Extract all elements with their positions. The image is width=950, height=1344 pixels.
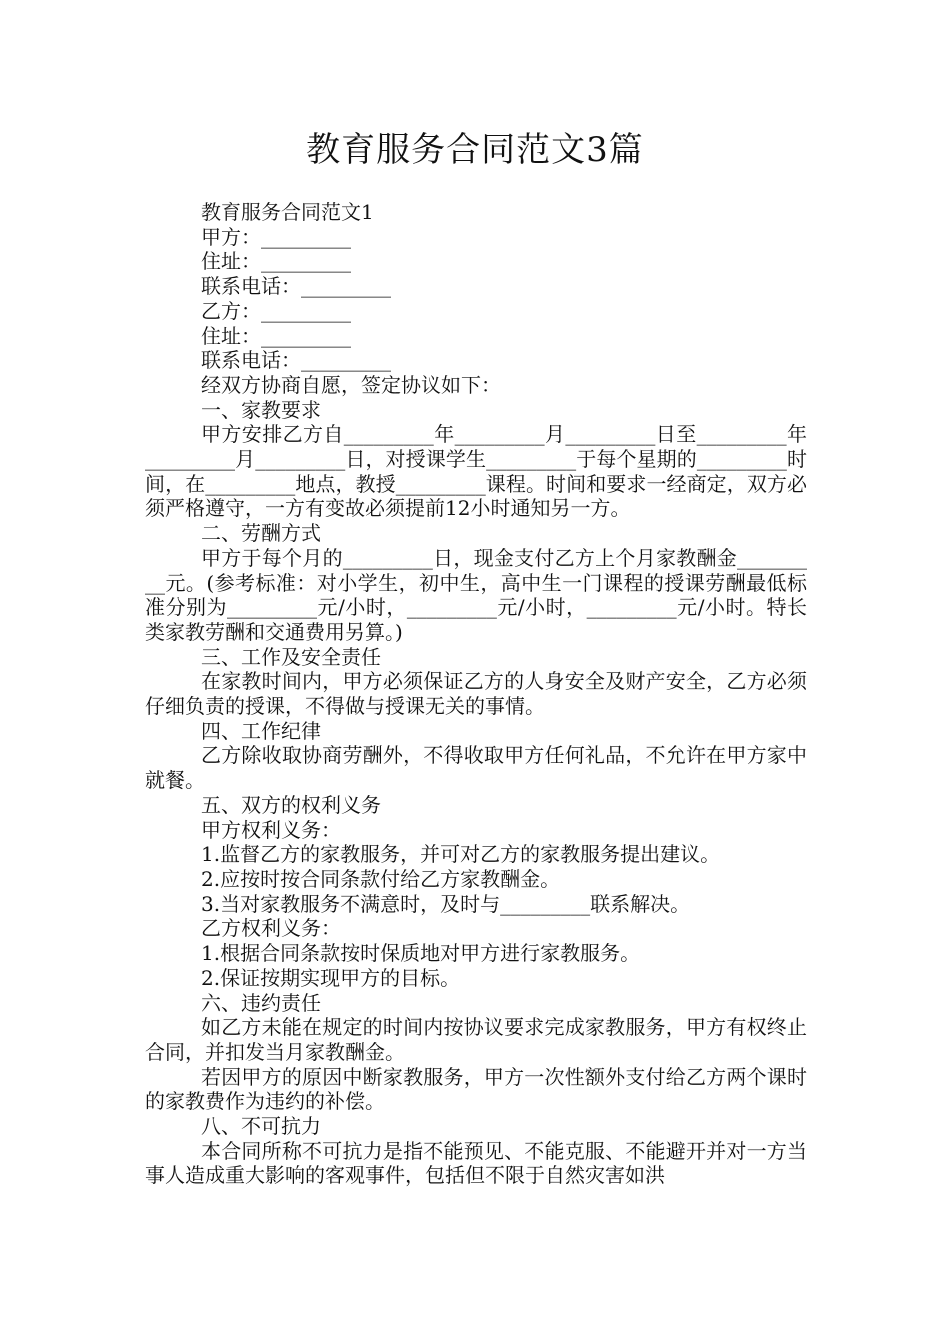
paragraph: 甲方安排乙方自_________年_________月_________日至_________年_________月_________日，对授课学生_________于每个星期的_________时间，在_________地点，教授_________课程。时间和要求一经商定，双方必须严格遵守，一方有变故必须提前12小时通知另一方。: [145, 422, 807, 521]
section-heading: 八、不可抗力: [201, 1114, 321, 1139]
section-heading: 四、工作纪律: [201, 718, 321, 743]
party-b-address-line: 住址：_________: [201, 323, 351, 348]
section-heading: 六、违约责任: [201, 990, 321, 1015]
paragraph: 在家教时间内，甲方必须保证乙方的人身安全及财产安全，乙方必须仔细负责的授课，不得做与授课无关的事情。: [145, 669, 807, 719]
list-item: 1.根据合同条款按时保质地对甲方进行家教服务。: [201, 941, 641, 966]
agreement-intro: 经双方协商自愿，签定协议如下：: [201, 372, 501, 397]
party-b-phone-line: 联系电话：_________: [201, 348, 391, 373]
list-item: 2.保证按期实现甲方的目标。: [201, 965, 461, 990]
document-title: 教育服务合同范文3篇: [306, 130, 644, 170]
party-a-phone-line: 联系电话：_________: [201, 274, 391, 299]
section-heading: 三、工作及安全责任: [201, 644, 381, 669]
paragraph: 如乙方未能在规定的时间内按协议要求完成家教服务，甲方有权终止合同，并扣发当月家教酬金。: [145, 1015, 807, 1064]
subheading: 甲方权利义务：: [201, 817, 341, 842]
list-item: 2.应按时按合同条款付给乙方家教酬金。: [201, 866, 561, 891]
document-body: [145, 200, 807, 1188]
section-heading: 五、双方的权利义务: [201, 792, 381, 817]
party-b-line: 乙方：_________: [201, 298, 351, 323]
list-item: 1.监督乙方的家教服务，并可对乙方的家教服务提出建议。: [201, 842, 721, 867]
paragraph: 乙方除收取协商劳酬外，不得收取甲方任何礼品，不允许在甲方家中就餐。: [145, 743, 807, 793]
contract-heading: 教育服务合同范文1: [201, 200, 374, 224]
paragraph: 若因甲方的原因中断家教服务，甲方一次性额外支付给乙方两个课时的家教费作为违约的补偿。: [145, 1064, 807, 1114]
paragraph: 本合同所称不可抗力是指不能预见、不能克服、不能避开并对一方当事人造成重大影响的客观事件，包括但不限于自然灾害如洪: [145, 1138, 807, 1188]
section-heading: 一、家教要求: [201, 397, 321, 422]
section-heading: 二、劳酬方式: [201, 521, 321, 546]
paragraph: 甲方于每个月的_________日，现金支付乙方上个月家教酬金_________元。(参考标准：对小学生，初中生，高中生一门课程的授课劳酬最低标准分别为_________元/小时，_________元/小时，_________元/小时。特长类家教劳酬和交通费用另算。): [145, 545, 807, 644]
subheading: 乙方权利义务：: [201, 916, 341, 941]
list-item: 3.当对家教服务不满意时，及时与_________联系解决。: [201, 891, 691, 916]
party-a-line: 甲方：_________: [201, 224, 351, 249]
party-a-address-line: 住址：_________: [201, 249, 351, 274]
